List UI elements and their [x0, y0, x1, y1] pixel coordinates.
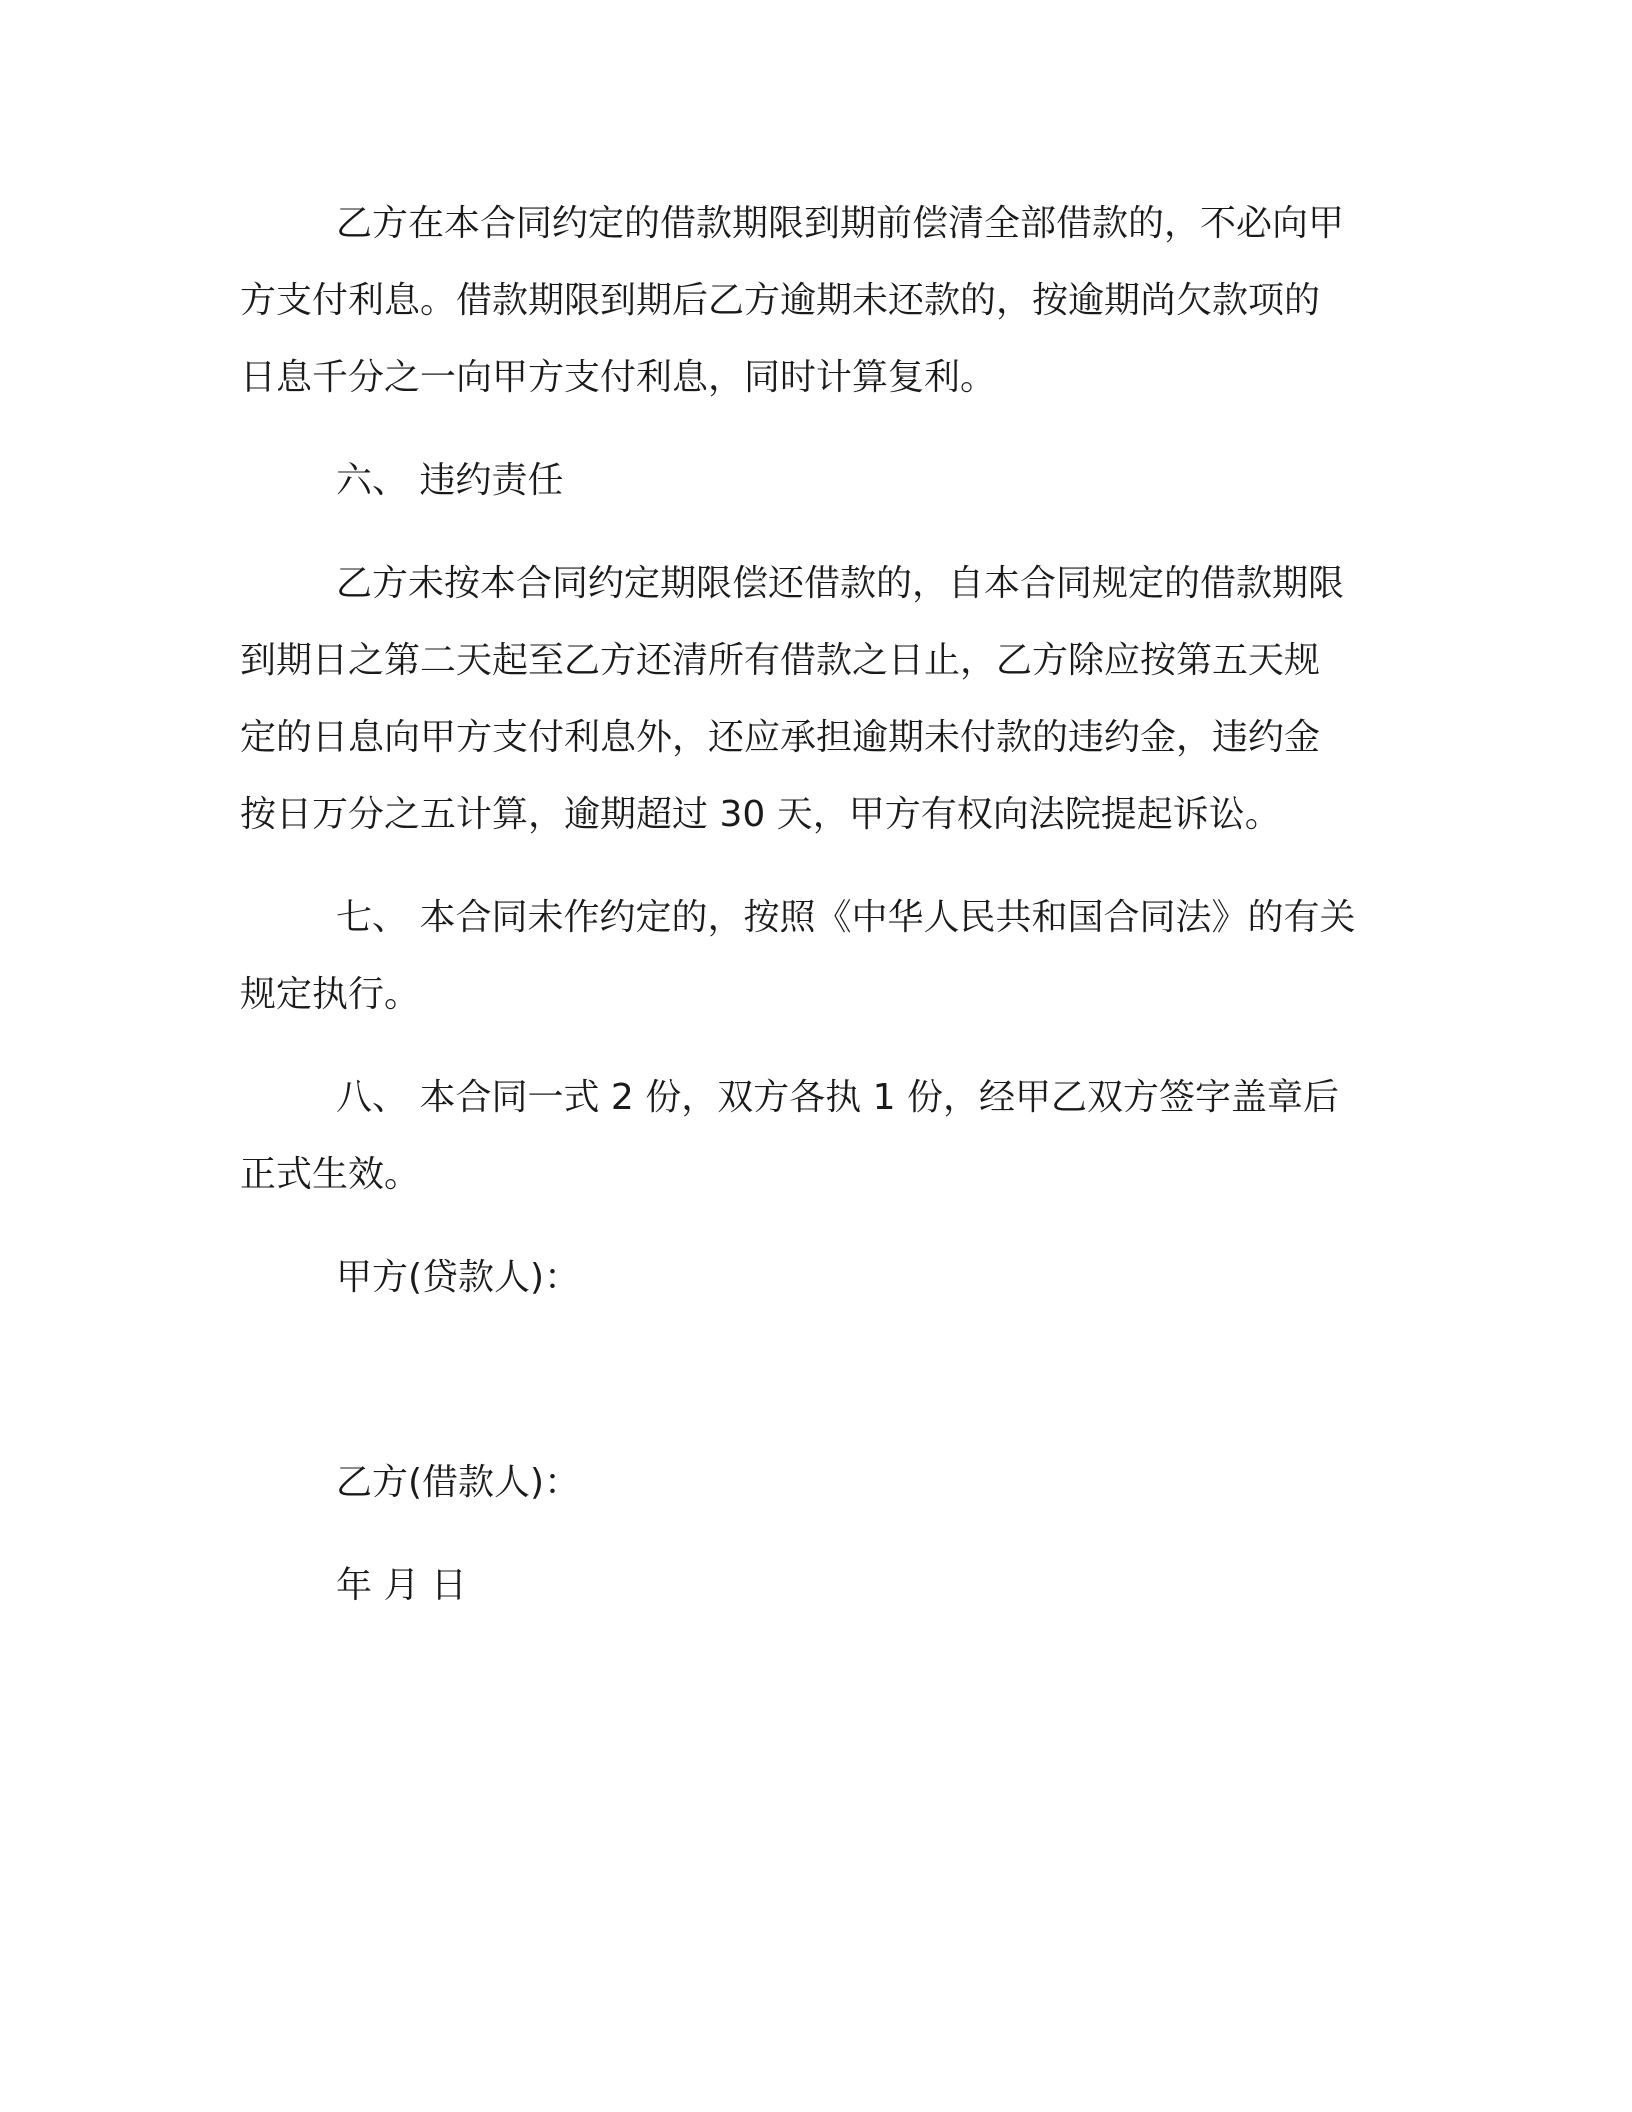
paragraph-line: 日息千分之一向甲方支付利息，同时计算复利。 — [240, 357, 997, 398]
document-body — [240, 185, 1380, 1624]
paragraph-breach — [240, 545, 1380, 853]
paragraph-interest — [240, 185, 1380, 416]
paragraph-line: 到期日之第二天起至乙方还清所有借款之日止，乙方除应按第五天规 — [240, 640, 1321, 681]
signature-party-a — [240, 1239, 1380, 1316]
paragraph-clause-seven — [240, 879, 1380, 1033]
paragraph-line: 乙方在本合同约定的借款期限到期前偿清全部借款的，不必向甲 — [336, 203, 1345, 244]
paragraph-line: 规定执行。 — [240, 974, 421, 1015]
signature-party-b — [240, 1444, 1380, 1521]
paragraph-clause-eight — [240, 1059, 1380, 1213]
date-label: 年 月 日 — [336, 1565, 467, 1606]
section-heading: 六、 违约责任 — [336, 460, 564, 501]
paragraph-line: 定的日息向甲方支付利息外，还应承担逾期未付款的违约金，违约金 — [240, 717, 1321, 758]
section-heading-breach — [240, 442, 1380, 519]
paragraph-line: 方支付利息。借款期限到期后乙方逾期未还款的，按逾期尚欠款项的 — [240, 280, 1321, 321]
paragraph-line: 八、 本合同一式 2 份，双方各执 1 份，经甲乙双方签字盖章后 — [336, 1077, 1340, 1118]
signature-date — [240, 1547, 1380, 1624]
paragraph-line: 七、 本合同未作约定的，按照《中华人民共和国合同法》的有关 — [336, 897, 1356, 938]
paragraph-line: 按日万分之五计算，逾期超过 30 天，甲方有权向法院提起诉讼。 — [240, 794, 1281, 835]
paragraph-line: 正式生效。 — [240, 1154, 421, 1195]
paragraph-line: 乙方未按本合同约定期限偿还借款的，自本合同规定的借款期限 — [336, 563, 1345, 604]
party-a-label: 甲方(贷款人)： — [336, 1257, 581, 1298]
party-b-label: 乙方(借款人)： — [336, 1462, 581, 1503]
